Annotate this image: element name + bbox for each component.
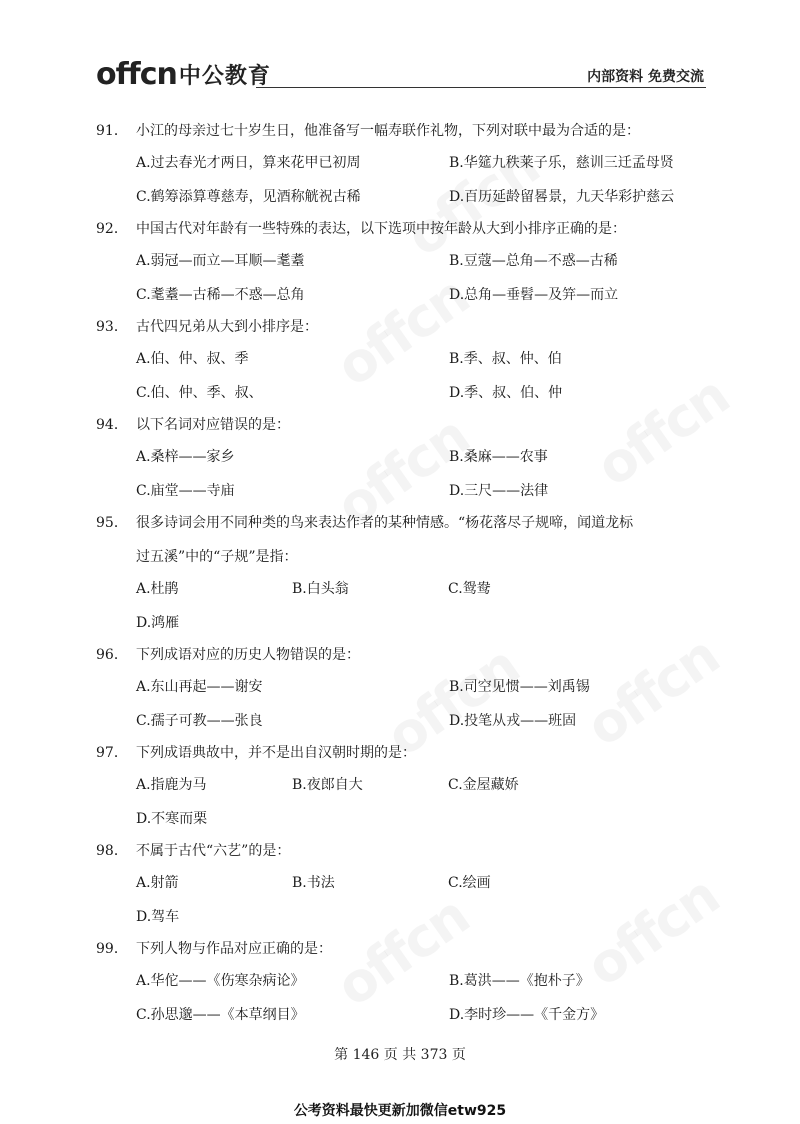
- question-text-line: 古代四兄弟从大到小排序是：: [136, 319, 318, 335]
- question-text: [136, 940, 710, 958]
- answer-option: B.季、叔、仲、伯: [449, 351, 562, 367]
- answer-option: A.弱冠—而立—耳顺—耄耋: [136, 253, 305, 269]
- option-group: [96, 768, 710, 836]
- question-stem: [96, 214, 710, 244]
- answer-option: C.鸳鸯: [448, 581, 491, 597]
- question-item: [96, 508, 710, 640]
- question-text-line: 小江的母亲过七十岁生日，他准备写一幅寿联作礼物，下列对联中最为合适的是：: [136, 123, 640, 139]
- question-stem: [96, 508, 710, 572]
- question-stem: [96, 116, 710, 146]
- question-number: 97．: [96, 745, 128, 761]
- question-item: [96, 738, 710, 836]
- question-item: [96, 640, 710, 738]
- answer-option: C.孙思邈——《本草纲目》: [136, 1007, 305, 1023]
- question-text: [136, 842, 710, 860]
- answer-option: A.东山再起——谢安: [136, 679, 263, 695]
- logo-chinese: 中公教育: [178, 64, 271, 89]
- question-text-line: 下列人物与作品对应正确的是：: [136, 941, 332, 957]
- answer-option: B.华筵九秩莱子乐，慈训三迁孟母贤: [449, 155, 674, 171]
- answer-option: C.耄耋—古稀—不惑—总角: [136, 287, 305, 303]
- question-item: [96, 836, 710, 934]
- question-text-line: 下列成语对应的历史人物错误的是：: [136, 647, 360, 663]
- question-stem: [96, 836, 710, 866]
- question-list: [96, 116, 710, 1032]
- answer-option: D.百历延龄留晷景，九天华彩护慈云: [449, 189, 675, 205]
- question-number: 94．: [96, 417, 128, 433]
- answer-option: D.季、叔、伯、仲: [449, 385, 563, 401]
- question-text-line: 以下名词对应错误的是：: [136, 417, 290, 433]
- logo-latin: offcn: [96, 57, 177, 92]
- question-text-line: 下列成语典故中，并不是出自汉朝时期的是：: [136, 745, 416, 761]
- question-text-line: 过五溪”中的“子规”是指：: [136, 549, 298, 565]
- option-group: [96, 572, 710, 640]
- answer-option: A.华佗——《伤寒杂病论》: [136, 973, 305, 989]
- answer-option: C.鹤筹添算尊慈寿，见酒称觥祝古稀: [136, 189, 361, 205]
- question-item: [96, 312, 710, 410]
- question-number: 98．: [96, 843, 128, 859]
- question-stem: [96, 312, 710, 342]
- answer-option: B.葛洪——《抱朴子》: [449, 973, 590, 989]
- question-text: [136, 220, 710, 238]
- question-number: 92．: [96, 221, 128, 237]
- answer-option: D.李时珍——《千金方》: [449, 1007, 605, 1023]
- question-item: [96, 214, 710, 312]
- answer-option: C.伯、仲、季、叔、: [136, 385, 263, 401]
- question-text: [136, 122, 710, 140]
- question-text: [136, 744, 710, 762]
- answer-option: D.不寒而栗: [136, 811, 208, 827]
- question-number: 99．: [96, 941, 128, 957]
- option-group: [96, 146, 710, 214]
- question-item: [96, 934, 710, 1032]
- answer-option: B.豆蔻—总角—不惑—古稀: [449, 253, 618, 269]
- question-stem: [96, 934, 710, 964]
- option-group: [96, 440, 710, 508]
- question-item: [96, 410, 710, 508]
- answer-option: C.庙堂——寺庙: [136, 483, 235, 499]
- answer-option: D.鸿雁: [136, 615, 180, 631]
- answer-option: A.伯、仲、叔、季: [136, 351, 249, 367]
- answer-option: A.杜鹃: [136, 581, 179, 597]
- answer-option: D.驾车: [136, 909, 180, 925]
- answer-option: A.过去春光才两日，算来花甲已初周: [136, 155, 361, 171]
- question-number: 96．: [96, 647, 128, 663]
- question-text-line: 很多诗词会用不同种类的鸟来表达作者的某种情感。“杨花落尽子规啼，闻道龙标: [136, 515, 634, 531]
- answer-option: A.射箭: [136, 875, 179, 891]
- answer-option: B.司空见惯——刘禹锡: [449, 679, 590, 695]
- question-text: [136, 646, 710, 664]
- answer-option: C.绘画: [448, 875, 491, 891]
- question-text: [136, 318, 710, 336]
- option-group: [96, 964, 710, 1032]
- page-header: [96, 58, 706, 92]
- offcn-logo: [96, 58, 271, 90]
- footer-note: 公考资料最快更新加微信etw925: [293, 1103, 507, 1119]
- page-number: 第 146 页 共 373 页: [334, 1047, 466, 1063]
- question-number: 93．: [96, 319, 128, 335]
- question-number: 95．: [96, 515, 128, 531]
- answer-option: A.桑梓——家乡: [136, 449, 235, 465]
- question-stem: [96, 738, 710, 768]
- answer-option: D.总角—垂髫—及笄—而立: [449, 287, 619, 303]
- option-group: [96, 670, 710, 738]
- question-stem: [96, 640, 710, 670]
- question-stem: [96, 410, 710, 440]
- question-item: [96, 116, 710, 214]
- answer-option: D.投笔从戎——班固: [449, 713, 577, 729]
- answer-option: C.金屋藏娇: [448, 777, 519, 793]
- question-text-line: 不属于古代“六艺”的是：: [136, 843, 291, 859]
- question-text-line: 中国古代对年龄有一些特殊的表达，以下选项中按年龄从大到小排序正确的是：: [136, 221, 626, 237]
- answer-option: A.指鹿为马: [136, 777, 207, 793]
- answer-option: B.桑麻——农事: [449, 449, 548, 465]
- option-group: [96, 866, 710, 934]
- header-rule: [256, 87, 706, 88]
- answer-option: C.孺子可教——张良: [136, 713, 263, 729]
- question-text: [136, 416, 710, 434]
- answer-option: B.书法: [292, 875, 335, 891]
- question-number: 91．: [96, 123, 128, 139]
- option-group: [96, 342, 710, 410]
- header-label: 内部资料 免费交流: [587, 69, 704, 85]
- option-group: [96, 244, 710, 312]
- answer-option: B.白头翁: [292, 581, 349, 597]
- question-text: [136, 514, 710, 566]
- answer-option: B.夜郎自大: [292, 777, 363, 793]
- answer-option: D.三尺——法律: [449, 483, 549, 499]
